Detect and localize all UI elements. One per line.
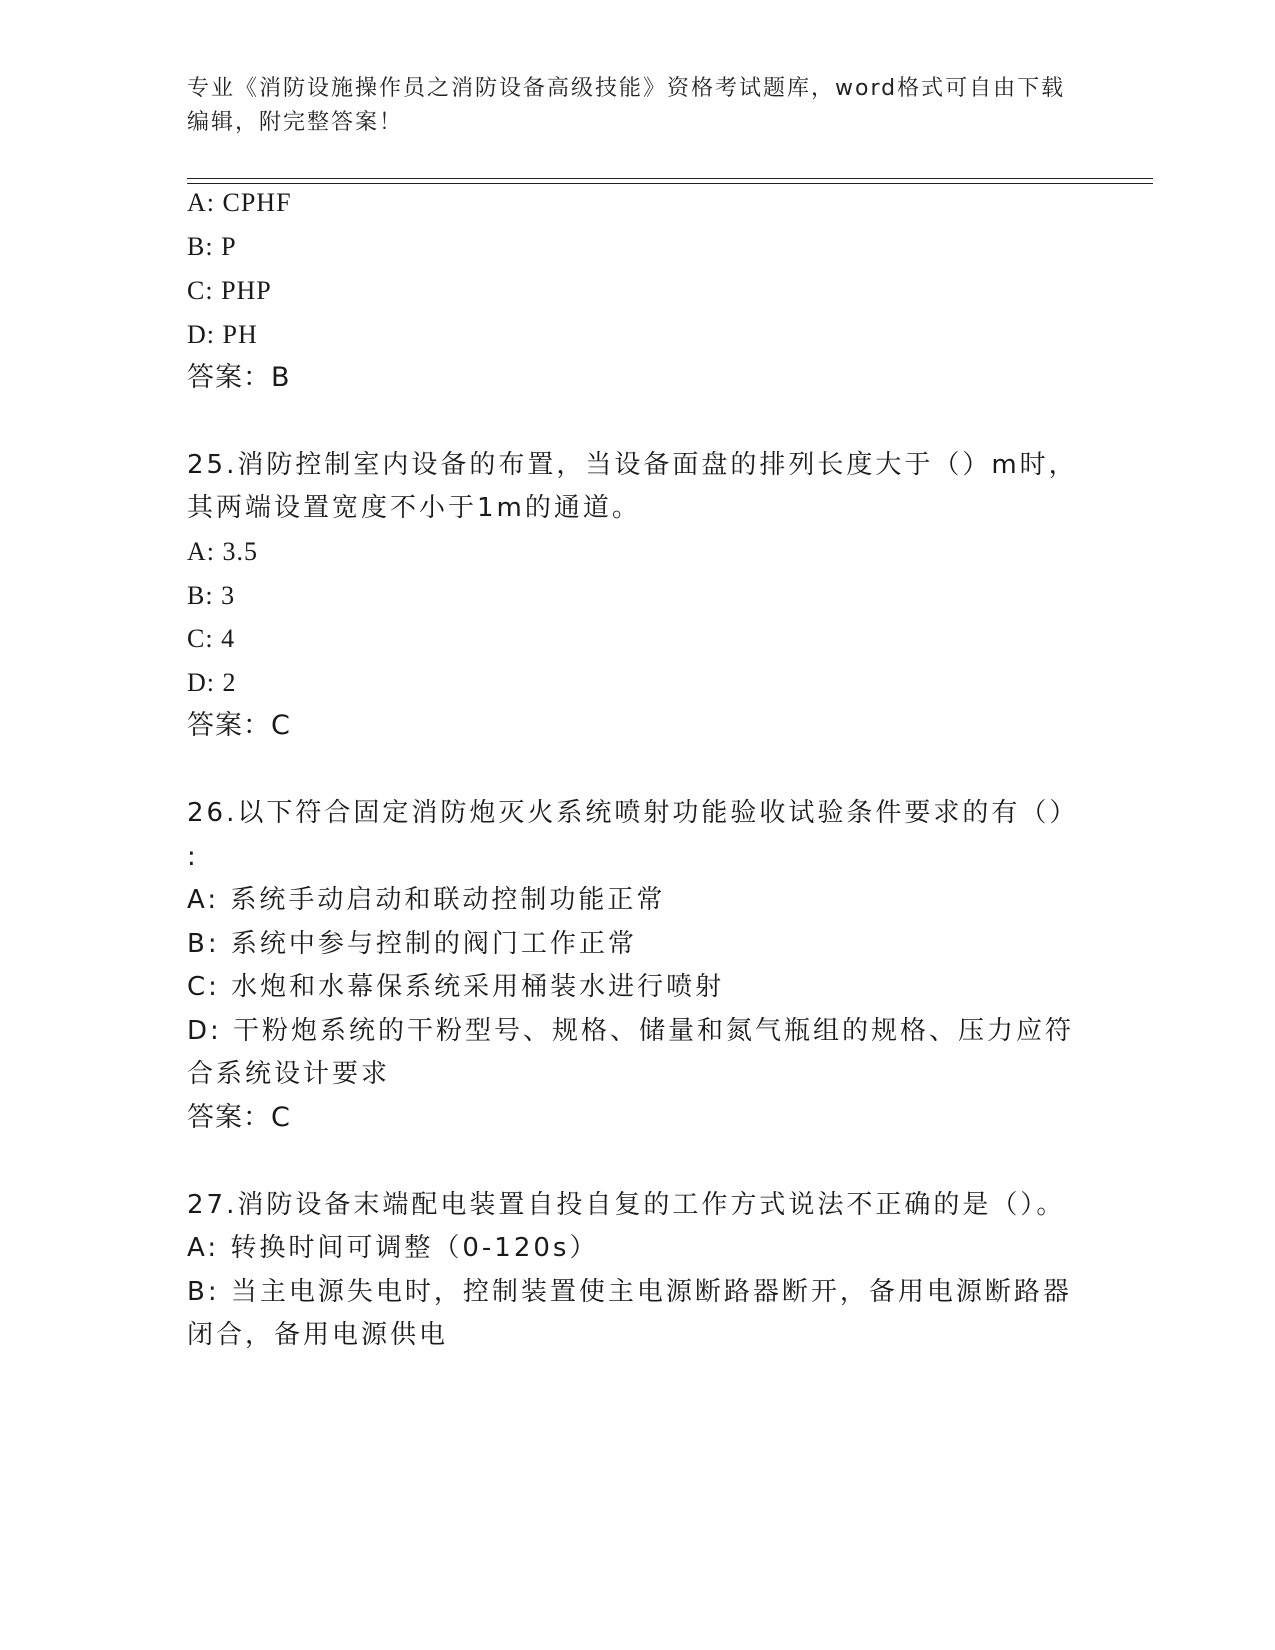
document-header: 专业《消防设施操作员之消防设备高级技能》资格考试题库，word格式可自由下载编辑，附完整答案！ (187, 76, 1066, 135)
option-c: C: PHP (187, 276, 272, 305)
option-d: D: PH (187, 320, 258, 349)
option-d: D: 2 (187, 668, 237, 697)
header-rule-bottom (187, 183, 1153, 184)
option-c: C: 4 (187, 624, 236, 653)
question-25-stem: 25.消防控制室内设备的布置，当设备面盘的排列长度大于（）m时， (187, 450, 1078, 480)
option-b-cont: 闭合，备用电源供电 (187, 1320, 449, 1350)
header-rule-top (187, 178, 1153, 179)
option-b: B: P (187, 232, 237, 261)
option-b: B: 3 (187, 581, 236, 610)
answer-label: 答案：C (187, 1102, 291, 1133)
answer-label: 答案：B (187, 362, 291, 393)
question-26-stem-cont: : (187, 842, 199, 872)
option-a: A: 3.5 (187, 537, 258, 566)
question-26-stem: 26.以下符合固定消防炮灭火系统喷射功能验收试验条件要求的有（） (187, 798, 1079, 828)
question-27-stem: 27.消防设备末端配电装置自投自复的工作方式说法不正确的是（）。 (187, 1190, 1066, 1220)
option-d: D: 干粉炮系统的干粉型号、规格、储量和氮气瓶组的规格、压力应符 (187, 1016, 1075, 1046)
question-25-stem-cont: 其两端设置宽度不小于1m的通道。 (187, 493, 641, 523)
option-b: B: 系统中参与控制的阀门工作正常 (187, 929, 637, 959)
option-c: C: 水炮和水幕保系统采用桶装水进行喷射 (187, 972, 725, 1002)
option-a: A: CPHF (187, 188, 292, 217)
option-a: A: 转换时间可调整（0-120s） (187, 1233, 599, 1263)
option-a: A: 系统手动启动和联动控制功能正常 (187, 885, 666, 915)
answer-label: 答案：C (187, 710, 291, 741)
option-b: B: 当主电源失电时，控制装置使主电源断路器断开，备用电源断路器 (187, 1277, 1072, 1307)
option-d-cont: 合系统设计要求 (187, 1059, 391, 1089)
